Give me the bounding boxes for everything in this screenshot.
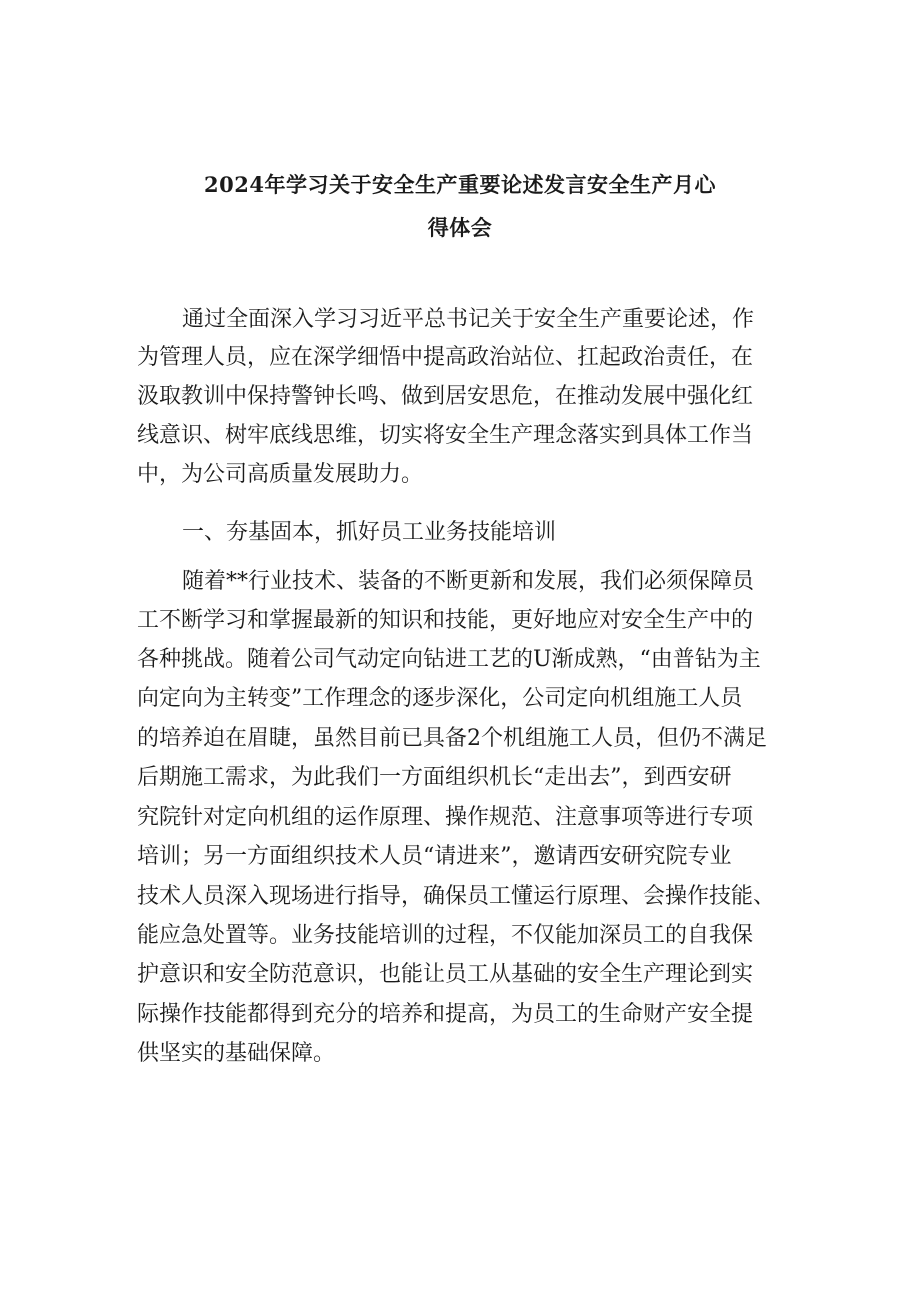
paragraph-line: 通过全面深入学习习近平总书记关于安全生产重要论述，作: [182, 307, 755, 332]
paragraph-line: 为管理人员，应在深学细悟中提高政治站位、扛起政治责任，在: [137, 345, 754, 370]
paragraph-line: 线意识、树牢底线思维，切实将安全生产理念落实到具体工作当: [137, 423, 754, 448]
paragraph-line: 究院针对定向机组的运作原理、操作规范、注意事项等进行专项: [137, 805, 754, 830]
paragraph-line: 能应急处置等。业务技能培训的过程，不仅能加深员工的自我保: [137, 923, 754, 948]
paragraph-line: 向定向为主转变”工作理念的逐步深化，公司定向机组施工人员: [137, 686, 743, 711]
document-title-line-2: 得体会: [427, 215, 493, 240]
section-heading: 一、夯基固本，抓好员工业务技能培训: [182, 520, 557, 545]
paragraph-line: 后期施工需求，为此我们一方面组织机长“走出去”，到西安研: [137, 765, 732, 790]
document-title-line-1: 2024年学习关于安全生产重要论述发言安全生产月心: [204, 172, 716, 197]
paragraph-line: 培训；另一方面组织技术人员“请进来”，邀请西安研究院专业: [137, 844, 732, 869]
paragraph-line: 际操作技能都得到充分的培养和提高，为员工的生命财产安全提: [137, 1002, 754, 1027]
paragraph-line: 中，为公司高质量发展助力。: [137, 462, 424, 487]
paragraph-line: 技术人员深入现场进行指导，确保员工懂运行原理、会操作技能、: [137, 884, 776, 909]
paragraph-line: 护意识和安全防范意识，也能让员工从基础的安全生产理论到实: [137, 962, 754, 987]
paragraph-line: 的培养迫在眉睫，虽然目前已具备2个机组施工人员，但仍不满足: [137, 726, 767, 751]
paragraph-line: 随着**行业技术、装备的不断更新和发展，我们必须保障员: [182, 569, 755, 594]
paragraph-line: 汲取教训中保持警钟长鸣、做到居安思危，在推动发展中强化红: [137, 384, 754, 409]
paragraph-line: 各种挑战。随着公司气动定向钻进工艺的U渐成熟，“由普钻为主: [137, 647, 761, 672]
paragraph-line: 供坚实的基础保障。: [137, 1041, 336, 1066]
paragraph-line: 工不断学习和掌握最新的知识和技能，更好地应对安全生产中的: [137, 608, 754, 633]
